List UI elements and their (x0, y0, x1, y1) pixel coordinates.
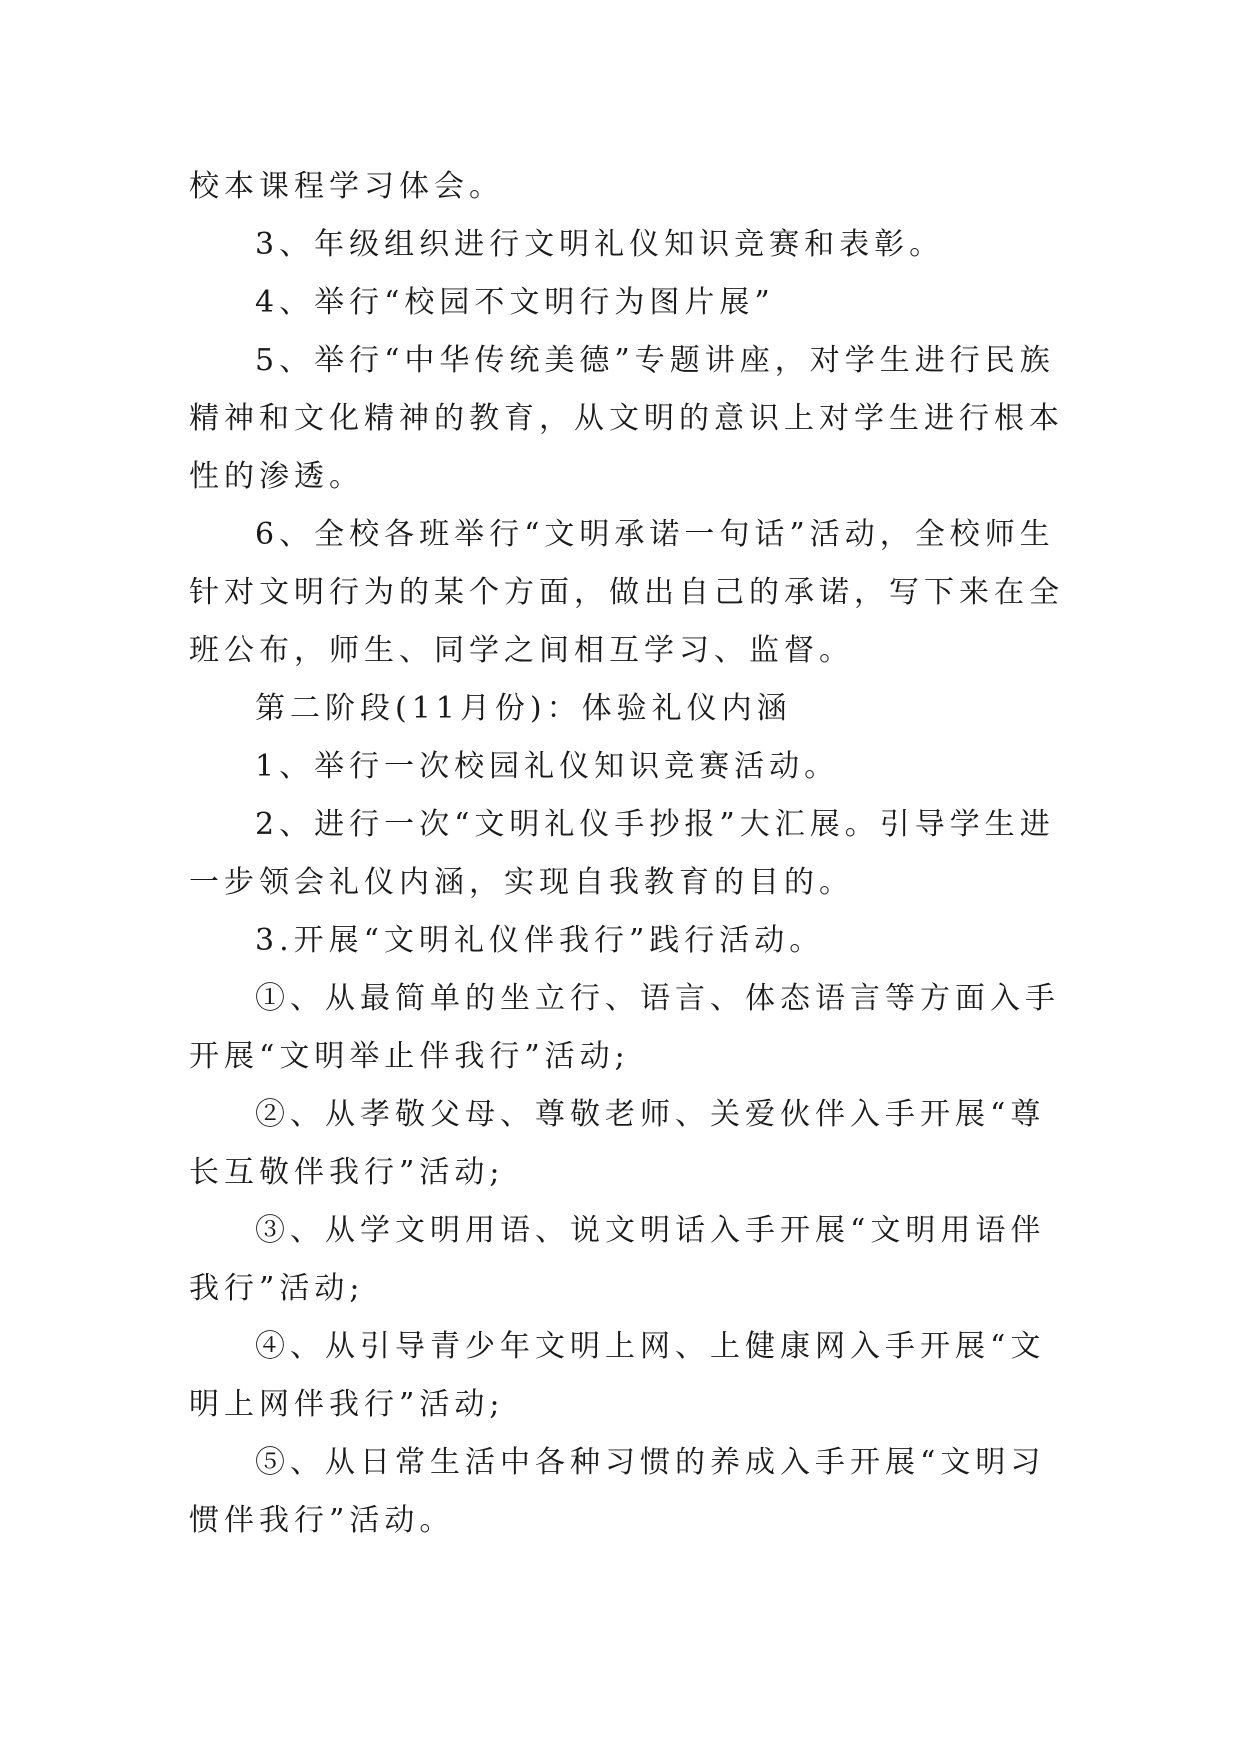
paragraph-item-4: 4、举行“校园不文明行为图片展” (255, 285, 775, 320)
paragraph-item-3: 3、年级组织进行文明礼仪知识竞赛和表彰。 (255, 227, 945, 262)
sub-item-2: ②、从孝敬父母、尊敬老师、关爱伙伴入手开展“尊长互敬伴我行”活动; (189, 1097, 1046, 1190)
paragraph-stage2-item-2: 2、进行一次“文明礼仪手抄报”大汇展。引导学生进一步领会礼仪内涵，实现自我教育的目的。 (189, 807, 1055, 900)
paragraph-stage2-item-1: 1、举行一次校园礼仪知识竞赛活动。 (255, 749, 840, 784)
section-heading-stage-two: 第二阶段(11月份)：体验礼仪内涵 (255, 691, 792, 726)
paragraph-item-6: 6、全校各班举行“文明承诺一句话”活动，全校师生针对文明行为的某个方面，做出自己的承诺，写下来在全班公布，师生、同学之间相互学习、监督。 (189, 517, 1064, 668)
document-body (189, 158, 1069, 1550)
sub-item-3: ③、从学文明用语、说文明话入手开展“文明用语伴我行”活动; (189, 1213, 1046, 1306)
sub-item-4: ④、从引导青少年文明上网、上健康网入手开展“文明上网伴我行”活动; (189, 1329, 1046, 1422)
paragraph-continuation: 校本课程学习体会。 (189, 169, 504, 204)
paragraph-item-5: 5、举行“中华传统美德”专题讲座，对学生进行民族精神和文化精神的教育，从文明的意识上对学生进行根本性的渗透。 (189, 343, 1064, 494)
paragraph-stage2-item-3: 3.开展“文明礼仪伴我行”践行活动。 (255, 923, 825, 958)
sub-item-5: ⑤、从日常生活中各种习惯的养成入手开展“文明习惯伴我行”活动。 (189, 1445, 1046, 1538)
sub-item-1: ①、从最简单的坐立行、语言、体态语言等方面入手开展“文明举止伴我行”活动; (189, 981, 1060, 1074)
